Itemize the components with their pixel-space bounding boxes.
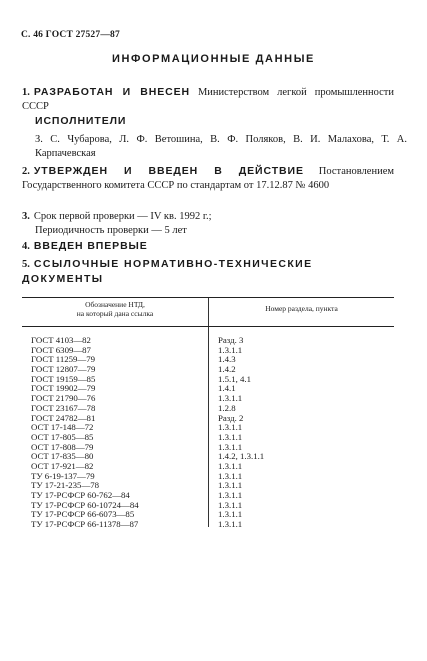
section-2 xyxy=(22,164,394,193)
table-cell-doc: ТУ 17-РСФСР 60-10724—84 xyxy=(31,499,139,510)
table-cell-doc: ГОСТ 12807—79 xyxy=(31,364,96,375)
table-cell-doc: ГОСТ 4103—82 xyxy=(31,335,91,345)
table-header-ref: Номер раздела, пункта xyxy=(265,304,338,313)
table-cell-ref: 1.3.1.1 xyxy=(218,509,243,520)
table-cell-doc: ТУ 17-РСФСР 66-11378—87 xyxy=(31,519,139,530)
table-cell-doc: ТУ 17-РСФСР 66-6073—85 xyxy=(31,509,135,520)
table-cell-ref: Разд. 3 xyxy=(218,335,244,345)
section-1-number: 1. xyxy=(22,87,30,98)
table-cell-ref: 1.3.1.1 xyxy=(218,499,243,510)
section-3-line1: Срок первой проверки — IV кв. 1992 г.; xyxy=(33,211,212,222)
section-4-heading: ВВЕДЕН ВПЕРВЫЕ xyxy=(33,240,148,252)
table-cell-ref: 1.3.1.1 xyxy=(218,441,243,452)
table-cell-ref: 1.3.1.1 xyxy=(218,393,243,404)
section-3 xyxy=(22,210,394,238)
table-cell-ref: 1.4.2, 1.3.1.1 xyxy=(218,451,265,462)
table-body xyxy=(0,336,427,530)
table-cell-doc: ОСТ 17-805—85 xyxy=(31,431,94,442)
executors-list: З. С. Чубарова, Л. Ф. Ветошина, В. Ф. Поляков, В. И. Малахова, Т. А. Карпачевская xyxy=(35,134,407,159)
table-cell-doc: ГОСТ 19902—79 xyxy=(31,383,96,394)
table-cell-doc: ГОСТ 11259—79 xyxy=(31,354,96,365)
section-2-heading: УТВЕРЖДЕН И ВВЕДЕН В ДЕЙСТВИЕ xyxy=(33,165,304,177)
section-4-number: 4. xyxy=(22,241,30,252)
table-cell-ref: 1.3.1.1 xyxy=(218,431,243,442)
executors-heading: ИСПОЛНИТЕЛИ xyxy=(35,115,127,127)
table-cell-doc: ГОСТ 23167—78 xyxy=(31,402,96,413)
table-cell-doc: ГОСТ 24782—81 xyxy=(31,412,96,423)
section-1-text: Министерством легкой промышленности СССР xyxy=(22,87,394,112)
table-cell-doc: ТУ 17-РСФСР 60-762—84 xyxy=(31,490,130,500)
table-cell-ref: 1.3.1.1 xyxy=(218,480,243,491)
table-cell-doc: ГОСТ 6309—87 xyxy=(31,344,91,355)
table-cell-ref: 1.3.1.1 xyxy=(218,470,243,481)
section-5-number: 5. xyxy=(22,259,30,270)
table-cell-doc: ОСТ 17-835—80 xyxy=(31,451,94,462)
section-1 xyxy=(22,85,394,114)
table-cell-doc: ОСТ 17-808—79 xyxy=(31,441,94,452)
table-cell-ref: 1.3.1.1 xyxy=(218,422,243,433)
table-cell-ref: 1.4.1 xyxy=(218,383,236,394)
page-header: С. 46 ГОСТ 27527—87 xyxy=(21,30,120,40)
table-cell-ref: 1.3.1.1 xyxy=(218,519,243,530)
section-5 xyxy=(22,257,394,287)
section-3-line2: Периодичность проверки — 5 лет xyxy=(35,225,187,236)
table-cell-ref: 1.4.3 xyxy=(218,354,236,365)
table-row xyxy=(0,520,427,530)
table-header-rule xyxy=(22,326,394,327)
section-2-number: 2. xyxy=(22,166,30,177)
section-5-heading: ССЫЛОЧНЫЕ НОРМАТИВНО-ТЕХНИЧЕСКИЕ ДОКУМЕНТЫ xyxy=(22,258,313,285)
table-header-doc xyxy=(22,300,208,318)
table-header-doc-line1: Обозначение НТД, xyxy=(85,300,145,309)
table-cell-doc: ГОСТ 19159—85 xyxy=(31,373,96,384)
section-2-text: Постановлением Государственного комитета СССР по стандартам от 17.12.87 № 4600 xyxy=(22,166,394,191)
table-cell-doc: ТУ 17-21-235—78 xyxy=(31,480,100,491)
table-cell-ref: 1.3.1.1 xyxy=(218,490,243,500)
table-cell-doc: ОСТ 17-148—72 xyxy=(31,422,94,433)
table-cell-doc: ОСТ 17-921—82 xyxy=(31,460,94,471)
table-cell-doc: ГОСТ 21790—76 xyxy=(31,393,96,404)
table-header-doc-line2: на который дана ссылка xyxy=(76,309,154,318)
table-cell-ref: 1.3.1.1 xyxy=(218,460,243,471)
table-cell-ref: 1.2.8 xyxy=(218,402,236,413)
table-cell-doc: ТУ 6-19-137—79 xyxy=(31,470,95,481)
section-1-heading: РАЗРАБОТАН И ВНЕСЕН xyxy=(33,86,190,98)
section-3-number: 3. xyxy=(22,211,30,222)
table-cell-ref: 1.4.2 xyxy=(218,364,236,375)
table-cell-ref: Разд. 2 xyxy=(218,412,244,423)
section-4 xyxy=(22,239,394,254)
table-cell-ref: 1.3.1.1 xyxy=(218,344,243,355)
page-title: ИНФОРМАЦИОННЫЕ ДАННЫЕ xyxy=(111,53,315,65)
table-cell-ref: 1.5.1, 4.1 xyxy=(218,373,251,384)
